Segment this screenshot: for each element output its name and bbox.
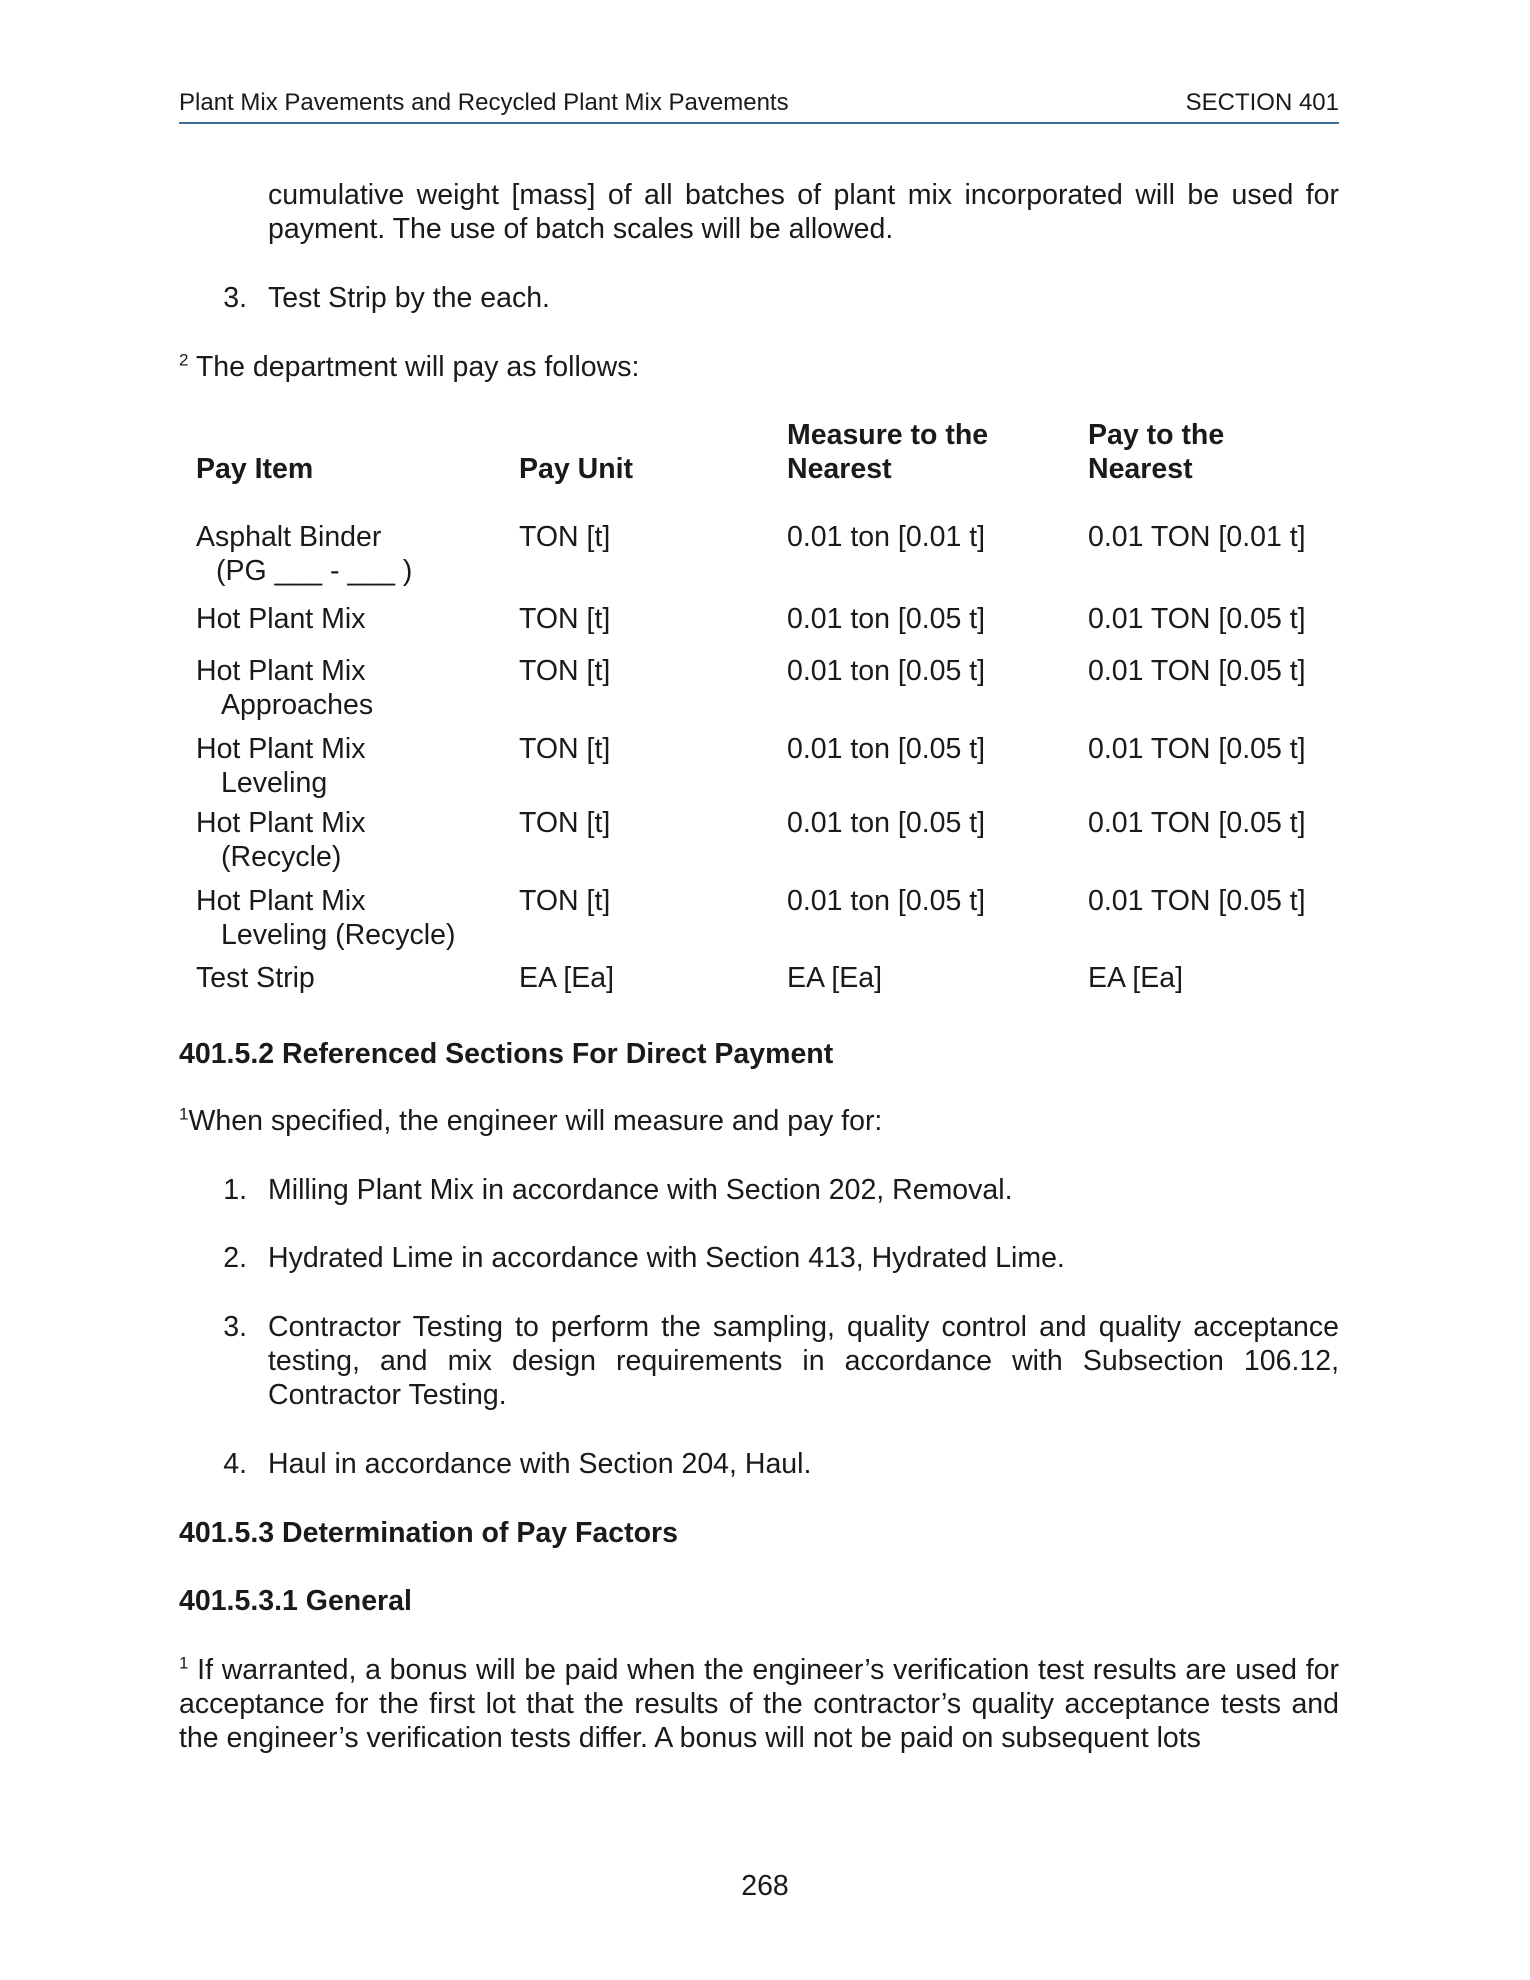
table-row-pay: 0.01 TON [0.01 t] bbox=[1088, 521, 1306, 553]
table-row-measure: 0.01 ton [0.05 t] bbox=[787, 603, 986, 635]
paragraph-text: When specified, the engineer will measure and pay for: bbox=[188, 1105, 883, 1137]
header-pay-item: Pay Item bbox=[196, 453, 314, 485]
table-row-unit: TON [t] bbox=[519, 655, 611, 687]
list-number: 2. bbox=[223, 1242, 247, 1274]
section-heading-401-5-3-1: 401.5.3.1 General bbox=[179, 1585, 412, 1617]
paragraph-number: 1 bbox=[179, 1104, 189, 1124]
list-number: 3. bbox=[223, 282, 247, 314]
header-rule bbox=[179, 122, 1339, 124]
list-number: 1. bbox=[223, 1174, 247, 1206]
table-row-unit: TON [t] bbox=[519, 603, 611, 635]
table-row-unit: EA [Ea] bbox=[519, 962, 615, 994]
paragraph-text: The department will pay as follows: bbox=[195, 351, 640, 383]
header-measure bbox=[787, 418, 988, 486]
table-row-measure: EA [Ea] bbox=[787, 962, 883, 994]
table-row-item: Test Strip bbox=[196, 962, 315, 994]
general-paragraph bbox=[179, 1653, 1339, 1755]
table-row-unit: TON [t] bbox=[519, 807, 611, 839]
table-row-unit: TON [t] bbox=[519, 521, 611, 553]
item-line2: Leveling (Recycle) bbox=[221, 919, 456, 951]
item-line2: (PG ___ - ___ ) bbox=[216, 555, 413, 587]
table-row-pay: EA [Ea] bbox=[1088, 962, 1184, 994]
header-pay-line2: Nearest bbox=[1088, 453, 1193, 485]
list-number: 4. bbox=[223, 1448, 247, 1480]
item-line1: Hot Plant Mix bbox=[196, 733, 366, 765]
table-row-item bbox=[196, 884, 455, 952]
list-item-text: Milling Plant Mix in accordance with Section 202, Removal. bbox=[268, 1174, 1013, 1206]
table-row-measure: 0.01 ton [0.05 t] bbox=[787, 807, 986, 839]
item-line1: Hot Plant Mix bbox=[196, 807, 366, 839]
list-item-text: Hydrated Lime in accordance with Section 413, Hydrated Lime. bbox=[268, 1242, 1065, 1274]
table-row-pay: 0.01 TON [0.05 t] bbox=[1088, 733, 1306, 765]
list-item-text: Test Strip by the each. bbox=[268, 282, 550, 314]
page-number: 268 bbox=[741, 1870, 789, 1902]
table-row-item bbox=[196, 520, 412, 588]
table-row-pay: 0.01 TON [0.05 t] bbox=[1088, 807, 1306, 839]
item-line1: Asphalt Binder bbox=[196, 521, 382, 553]
item-line2: Approaches bbox=[221, 689, 374, 721]
item-line2: Leveling bbox=[221, 767, 328, 799]
paragraph-number: 1 bbox=[179, 1653, 189, 1673]
header-measure-line1: Measure to the bbox=[787, 419, 989, 451]
list-item-text: Haul in accordance with Section 204, Haul. bbox=[268, 1448, 812, 1480]
section-heading-401-5-2: 401.5.2 Referenced Sections For Direct Payment bbox=[179, 1038, 834, 1070]
item-line2: (Recycle) bbox=[221, 841, 342, 873]
table-row-measure: 0.01 ton [0.05 t] bbox=[787, 885, 986, 917]
table-row-pay: 0.01 TON [0.05 t] bbox=[1088, 603, 1306, 635]
table-row-pay: 0.01 TON [0.05 t] bbox=[1088, 885, 1306, 917]
table-row-pay: 0.01 TON [0.05 t] bbox=[1088, 655, 1306, 687]
item-line1: Hot Plant Mix bbox=[196, 655, 366, 687]
table-row-item bbox=[196, 654, 373, 722]
referenced-sections-paragraph bbox=[179, 1104, 882, 1138]
table-row-measure: 0.01 ton [0.01 t] bbox=[787, 521, 986, 553]
list-item-text: Contractor Testing to perform the sampling, quality control and quality acceptance testing, and mix design requirements in accordance with Subsection 106.12, Contractor Testing. bbox=[268, 1311, 1339, 1411]
pay-intro-paragraph bbox=[179, 350, 639, 384]
header-measure-line2: Nearest bbox=[787, 453, 892, 485]
header-pay-line1: Pay to the bbox=[1088, 419, 1225, 451]
item-line1: Hot Plant Mix bbox=[196, 885, 366, 917]
header-pay-unit: Pay Unit bbox=[519, 453, 634, 485]
paragraph-text: If warranted, a bonus will be paid when the engineer’s verification test results are used for acceptance for the first lot that the results of the contractor’s quality acceptance tests and the engineer’s verification tests differ. A bonus will not be paid on subsequent lots bbox=[179, 1654, 1339, 1754]
section-heading-401-5-3: 401.5.3 Determination of Pay Factors bbox=[179, 1517, 678, 1549]
running-header-section: SECTION 401 bbox=[1185, 89, 1339, 116]
table-row-measure: 0.01 ton [0.05 t] bbox=[787, 733, 986, 765]
list-number: 3. bbox=[223, 1311, 247, 1343]
paragraph-number: 2 bbox=[179, 350, 189, 370]
table-row-unit: TON [t] bbox=[519, 733, 611, 765]
table-row-item: Hot Plant Mix bbox=[196, 603, 366, 635]
table-row-unit: TON [t] bbox=[519, 885, 611, 917]
table-row-item bbox=[196, 806, 365, 874]
running-header-title: Plant Mix Pavements and Recycled Plant Mix Pavements bbox=[179, 89, 789, 116]
header-pay bbox=[1088, 418, 1224, 486]
table-row-measure: 0.01 ton [0.05 t] bbox=[787, 655, 986, 687]
table-row-item bbox=[196, 732, 365, 800]
continuation-paragraph: cumulative weight [mass] of all batches of plant mix incorporated will be used for payment. The use of batch scales will be allowed. bbox=[268, 179, 1339, 245]
